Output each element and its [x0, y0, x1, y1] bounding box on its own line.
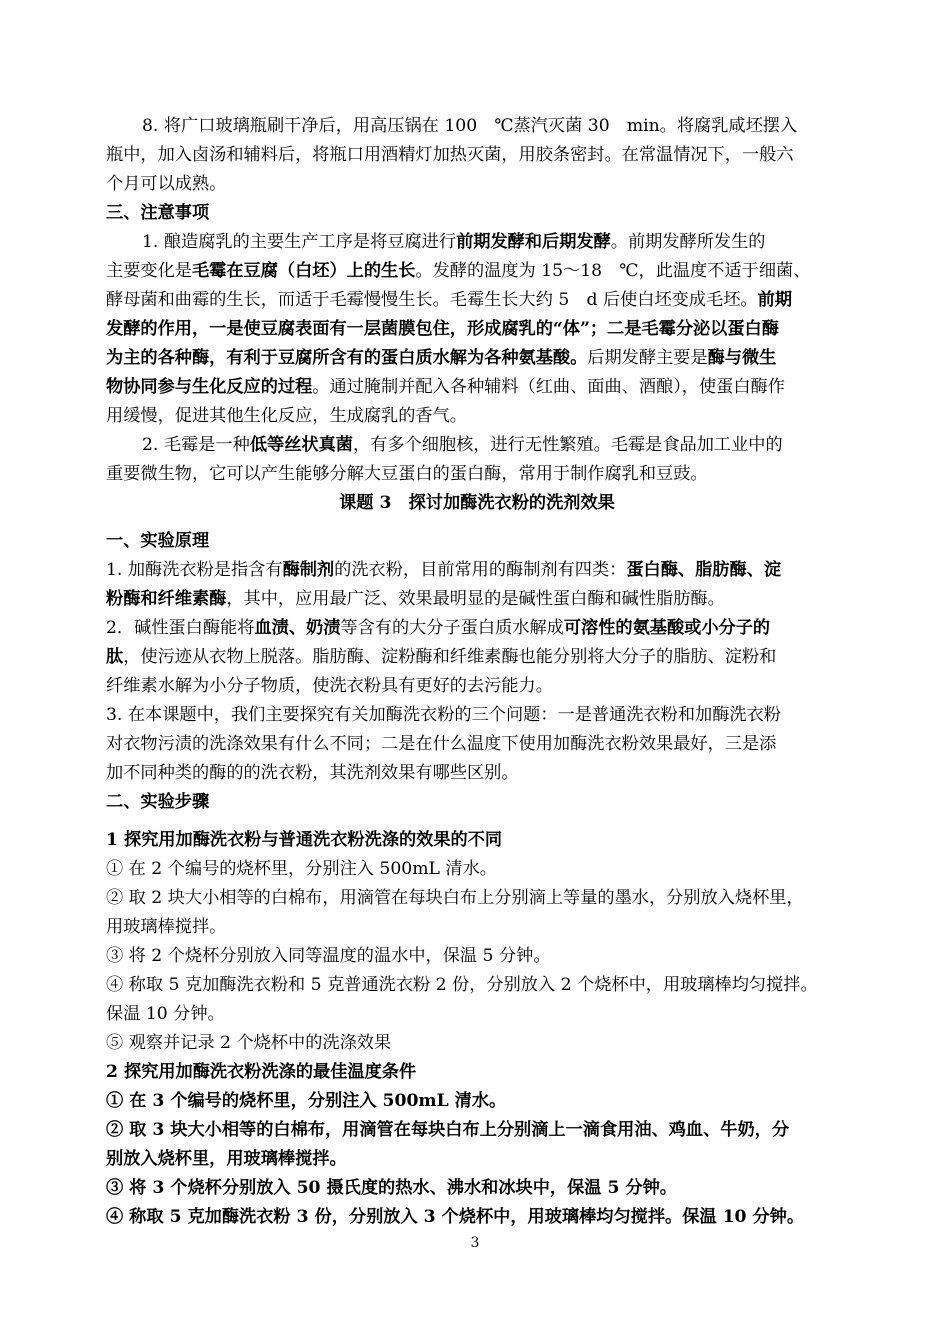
notes-p1-line-5: 为主的各种酶，有利于豆腐所含有的蛋白质水解为各种氨基酸。后期发酵主要是酶与微生	[106, 348, 777, 368]
exp2-title: 2 探究用加酶洗衣粉洗涤的最佳温度条件	[106, 1062, 417, 1082]
principle-2-line-1: 2．碱性蛋白酶能将血渍、奶渍等含有的大分子蛋白质水解成可溶性的氨基酸或小分子的	[106, 618, 771, 638]
exp2-line: ④ 称取 5 克加酶洗衣粉 3 份，分别放入 3 个烧杯中，用玻璃棒均匀搅拌。保温 10 分钟。	[106, 1207, 805, 1227]
principle-2-line-3: 纤维素水解为小分子物质，使洗衣粉具有更好的去污能力。	[106, 676, 553, 696]
exp2-line: ③ 将 3 个烧杯分别放入 50 摄氏度的热水、沸水和冰块中，保温 5 分钟。	[106, 1178, 677, 1198]
exp2-line: ① 在 3 个编号的烧杯里，分别注入 500mL 清水。	[106, 1091, 507, 1111]
principle-3-line-3: 加不同种类的酶的的洗衣粉，其洗剂效果有哪些区别。	[106, 763, 519, 783]
exp1-line: 用玻璃棒搅拌。	[106, 917, 227, 937]
exp2-line: ② 取 3 块大小相等的白棉布，用滴管在每块白布上分别滴上一滴食用油、鸡血、牛奶，分	[106, 1120, 790, 1140]
notes-p1-line-7: 用缓慢，促进其他生化反应，生成腐乳的香气。	[106, 406, 467, 426]
exp1-line: ⑤ 观察并记录 2 个烧杯中的洗涤效果	[106, 1033, 392, 1053]
exp1-line: ③ 将 2 个烧杯分别放入同等温度的温水中，保温 5 分钟。	[106, 946, 551, 966]
principle-2-line-2: 肽，使污迹从衣物上脱落。脂肪酶、淀粉酶和纤维素酶也能分别将大分子的脂肪、淀粉和	[106, 647, 777, 667]
notes-heading: 三、注意事项	[106, 203, 210, 223]
document-page	[106, 112, 848, 1232]
principle-3-line-1: 3. 在本课题中，我们主要探究有关加酶洗衣粉的三个问题：一是普通洗衣粉和加酶洗衣粉	[106, 705, 781, 725]
steps-heading: 二、实验步骤	[106, 792, 210, 812]
notes-p1-line-3: 酵母菌和曲霉的生长，而适于毛霉慢慢生长。毛霉生长大约 5 d 后使白坯变成毛坯。前期	[106, 290, 793, 310]
exp1-line: ④ 称取 5 克加酶洗衣粉和 5 克普通洗衣粉 2 份，分别放入 2 个烧杯中，用玻璃棒均匀搅拌。	[106, 975, 818, 995]
page-number: 3	[470, 1235, 480, 1251]
step8-line-3: 个月可以成熟。	[106, 174, 227, 194]
principle-heading: 一、实验原理	[106, 531, 210, 551]
notes-p2-line-2: 重要微生物，它可以产生能够分解大豆蛋白的蛋白酶，常用于制作腐乳和豆豉。	[106, 464, 708, 484]
exp1-title: 1 探究用加酶洗衣粉与普通洗衣粉洗涤的效果的不同	[106, 830, 503, 850]
principle-1-line-1: 1. 加酶洗衣粉是指含有酶制剂的洗衣粉，目前常用的酶制剂有四类：蛋白酶、脂肪酶、淀	[106, 560, 782, 580]
notes-p2-line-1: 2. 毛霉是一种低等丝状真菌，有多个细胞核，进行无性繁殖。毛霉是食品加工业中的	[142, 435, 783, 455]
notes-p1-line-1: 1. 酿造腐乳的主要生产工序是将豆腐进行前期发酵和后期发酵。前期发酵所发生的	[142, 232, 766, 252]
exp1-line: ② 取 2 块大小相等的白棉布，用滴管在每块白布上分别滴上等量的墨水，分别放入烧杯里，	[106, 888, 804, 908]
notes-p1-line-2: 主要变化是毛霉在豆腐（白坯）上的生长。发酵的温度为 15～18 ℃，此温度不适于细菌、	[106, 261, 811, 281]
principle-3-line-2: 对衣物污渍的洗涤效果有什么不同；二是在什么温度下使用加酶洗衣粉效果最好，三是添	[106, 734, 777, 754]
exp1-line: 保温 10 分钟。	[106, 1004, 225, 1024]
exp2-line: 别放入烧杯里，用玻璃棒搅拌。	[106, 1149, 347, 1169]
exp1-line: ① 在 2 个编号的烧杯里，分别注入 500mL 清水。	[106, 859, 497, 879]
step8-line-1: 8. 将广口玻璃瓶刷干净后，用高压锅在 100 ℃蒸汽灭菌 30 min。将腐乳咸坯摆入	[142, 116, 798, 136]
notes-p1-line-6: 物协同参与生化反应的过程。通过腌制并配入各种辅料（红曲、面曲、酒酿），使蛋白酶作	[106, 377, 785, 397]
step8-line-2: 瓶中，加入卤汤和辅料后，将瓶口用酒精灯加热灭菌，用胶条密封。在常温情况下，一般六	[106, 145, 794, 165]
topic-title: 课题 3 探讨加酶洗衣粉的洗剂效果	[339, 493, 615, 513]
notes-p1-line-4: 发酵的作用，一是使豆腐表面有一层菌膜包住，形成腐乳的“体”；二是毛霉分泌以蛋白酶	[106, 319, 779, 339]
principle-1-line-2: 粉酶和纤维素酶，其中，应用最广泛、效果最明显的是碱性蛋白酶和碱性脂肪酶。	[106, 589, 725, 609]
